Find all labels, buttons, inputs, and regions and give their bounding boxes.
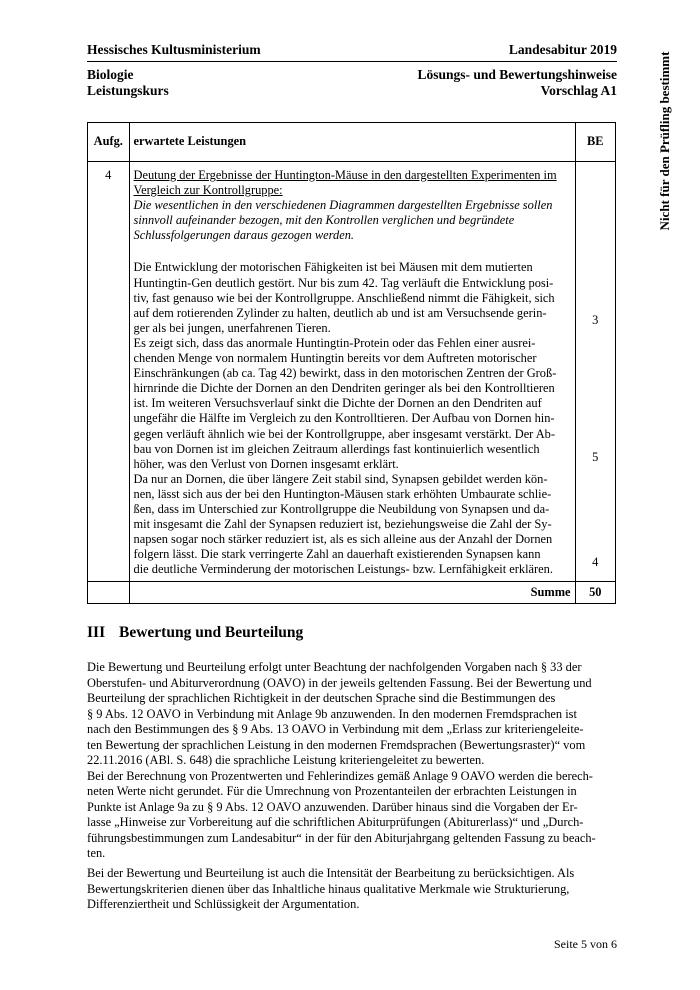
solution-table <box>87 122 616 604</box>
col-task-header: Aufg. <box>88 123 130 162</box>
criterion-line: Schlussfolgerungen daraus gezogen werden. <box>133 228 354 243</box>
col-expected-header: erwartete Leistungen <box>129 123 575 162</box>
paragraph-line: Differenziertheit und Schlüssigkeit der Argumentation. <box>87 897 360 911</box>
task-line: Deutung der Ergebnisse der Huntington-Mäuse in den dargestellten Experimenten im <box>133 168 557 182</box>
answer-line: ger als bei jungen, unerfahrenen Tieren. <box>133 320 331 335</box>
col-points-header: BE <box>575 123 615 162</box>
expected-answer <box>129 162 575 582</box>
sum-empty-cell <box>88 582 130 604</box>
answer-line: nen, lässt sich aus der bei den Huntington-Mäusen stark erhöhten Umbaurate schlie- <box>133 486 552 501</box>
proposal-label: Vorschlag A1 <box>540 83 617 98</box>
answer-line: chenden Menge von normalem Huntingtin bereits vor dem Auftreten motorischer <box>133 351 537 366</box>
paragraph-line: Die Bewertung und Beurteilung erfolgt unter Beachtung der nachfolgenden Vorgaben nach § 33 der <box>87 660 582 674</box>
criterion-line: sinnvoll aufeinander bezogen, mit den Kontrollen verglichen und begründete <box>133 213 515 228</box>
paragraph-line: führungsbestimmungen zum Landesabitur“ in der für den Abiturjahrgang geltenden Fassung zu beach- <box>87 830 596 845</box>
paragraph-line: Bei der Berechnung von Prozentwerten und Fehlerindizes gemäß Anlage 9 OAVO werden die berech- <box>87 768 593 783</box>
answer-line: Es zeigt sich, dass das anormale Huntingtin-Protein oder das Fehlen einer ausrei- <box>133 335 536 350</box>
ministry-name: Hessisches Kultusministerium <box>87 42 261 57</box>
paragraph-assessment-rules <box>87 660 617 862</box>
paragraph-line: Punkte ist Anlage 9a zu § 9 Abs. 12 OAVO anzuwenden. Darüber hinaus sind die Vorgaben der Er- <box>87 799 578 814</box>
side-note <box>656 36 674 246</box>
answer-line: ist. Im weiteren Versuchsverlauf sinkt die Dichte der Dornen an den Dendriten auf <box>133 396 542 411</box>
paragraph-line: Bei der Bewertung und Beurteilung ist auch die Intensität der Bearbeitung zu berücksichtigen. Als <box>87 866 575 880</box>
spacer <box>134 243 572 260</box>
sum-label: Summe <box>129 582 575 604</box>
answer-line: gegen verläuft ähnlich wie bei der Kontrollgruppe, aber insgesamt verstärkt. Der Ab- <box>133 426 555 441</box>
page-number: Seite 5 von 6 <box>554 937 617 951</box>
section-title: Bewertung und Beurteilung <box>119 624 304 641</box>
sum-value: 50 <box>575 582 615 604</box>
paragraph-line: Oberstufen- und Abiturverordnung (OAVO) in der jeweils geltenden Fassung. Bei der Bewertung und <box>87 675 592 690</box>
header-row-2 <box>87 67 617 83</box>
header-row-1 <box>87 42 617 58</box>
points-value: 4 <box>592 555 599 569</box>
subject-label: Biologie <box>87 67 134 82</box>
answer-line: hirnrinde die Dichte der Dornen an den Dendriten geringer als bei den Kontrolltieren <box>133 381 555 396</box>
paragraph-line: Bewertungskriterien dienen über das Inhaltliche hinaus qualitative Merkmale wie Strukturierung, <box>87 881 570 896</box>
side-note-text: Nicht für den Prüfling bestimmt <box>657 51 672 231</box>
criterion-line: Die wesentlichen in den verschiedenen Diagrammen dargestellten Ergebnisse sollen <box>133 198 553 213</box>
answer-line: die deutliche Verminderung der motorischen Leistungs- bzw. Lernfähigkeit erklären. <box>133 562 553 577</box>
course-label: Leistungskurs <box>87 83 169 98</box>
task-number: 4 <box>88 162 130 582</box>
paragraph-line: ten Bewertung der sprachlichen Leistung in den modernen Fremdsprachen (Bewertungsraster)“ vom <box>87 737 586 752</box>
answer-line: ungefähr die Hälfte im Vergleich zu den Kontrolltieren. Der Aufbau von Dornen hin- <box>133 411 555 426</box>
points-value: 5 <box>592 450 599 464</box>
answer-line: tiv, fast genauso wie bei der Kontrollgruppe. Anschließend nimmt die Fähigkeit, sich <box>133 290 555 305</box>
paragraph-line: Beurteilung der sprachlichen Richtigkeit in der deutschen Sprache sind die Bestimmungen des <box>87 691 556 705</box>
header-row-3 <box>87 83 617 99</box>
answer-line: bau von Dornen ist im gleichen Zeitraum allerdings fast kontinuierlich wesentlich <box>133 441 540 456</box>
answer-line: napsen sogar noch stärker reduziert ist, als es sich alleine aus der Anzahl der Dornen <box>133 532 553 547</box>
paragraph-line: neten Werte nicht gerundet. Für die Umrechnung von Prozentanteilen der erbrachten Leistungen in <box>87 784 577 798</box>
paragraph-line: nach den Bestimmungen des § 9 Abs. 13 OAVO in Verbindung mit dem „Erlass zur kriteriengeleite- <box>87 722 584 736</box>
answer-line: Da nur an Dornen, die über längere Zeit stabil sind, Synapsen gebildet werden kön- <box>133 471 548 486</box>
section-number: III <box>87 624 106 641</box>
header-rule <box>87 61 617 62</box>
section-heading <box>87 624 303 642</box>
answer-line: ßen, dass im Unterschied zur Kontrollgruppe die Neubildung von Synapsen und da- <box>133 501 550 516</box>
answer-line: Huntingtin-Gen deutlich gestört. Nur bis zum 42. Tag verläuft die Entwicklung posi- <box>133 275 554 290</box>
task-row <box>88 162 616 582</box>
points-value: 3 <box>592 313 599 327</box>
exam-title: Landesabitur 2019 <box>508 42 617 57</box>
paragraph-line: lasse „Hinweise zur Vorbereitung auf die schriftlichen Abiturprüfungen (Abiturerlass)“ und „Durch- <box>87 815 584 829</box>
answer-line: mit insgesamt die Zahl der Synapsen reduziert ist, beziehungsweise die Zahl der Sy- <box>133 517 552 532</box>
points-column <box>575 162 615 582</box>
paragraph-line: ten. <box>87 846 106 860</box>
sum-row <box>88 582 616 604</box>
answer-line: auf dem rotierenden Zylinder zu halten, deutlich ab und ist am Versuchsende gerin- <box>133 305 547 320</box>
doc-type-label: Lösungs- und Bewertungshinweise <box>417 67 617 82</box>
paragraph-line: § 9 Abs. 12 OAVO in Verbindung mit Anlage 9b anzuwenden. In den modernen Fremdsprachen ist <box>87 706 577 721</box>
answer-line: Einschränkungen (ab ca. Tag 42) bewirkt, dass in den motorischen Zentren der Groß- <box>133 366 557 381</box>
paragraph-line: 22.11.2016 (ABl. S. 648) die sprachliche Leistung kriteriengeleitet zu bewerten. <box>87 753 485 767</box>
answer-line: folgern lässt. Die stark verringerte Zahl an dauerhaft existierenden Synapsen kann <box>133 547 541 562</box>
answer-line: höher, was den Verlust von Dornen insgesamt erklärt. <box>133 456 399 471</box>
task-line: Vergleich zur Kontrollgruppe: <box>133 183 283 198</box>
answer-line: Die Entwicklung der motorischen Fähigkeiten ist bei Mäusen mit dem mutierten <box>133 260 533 275</box>
paragraph-criteria <box>87 866 617 913</box>
table-header-row <box>88 123 616 162</box>
